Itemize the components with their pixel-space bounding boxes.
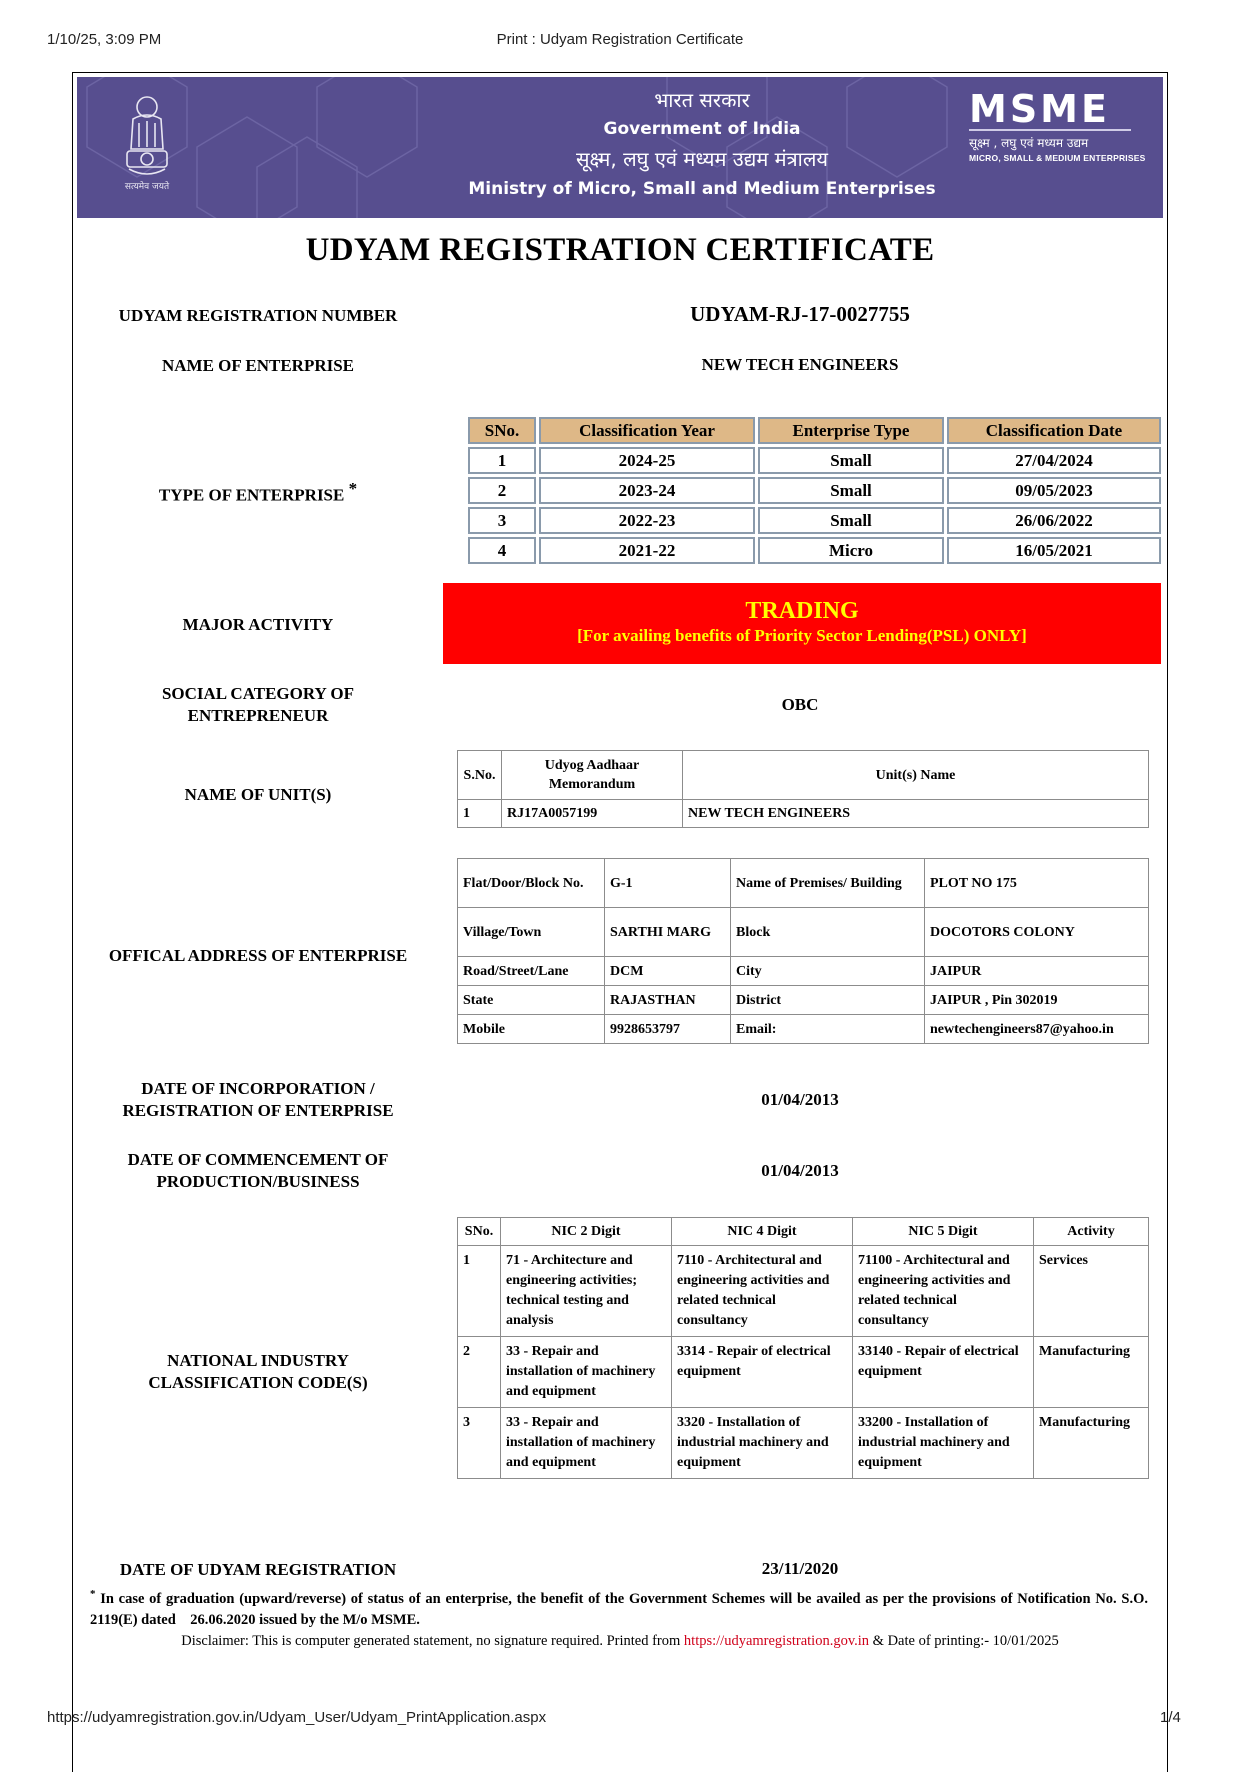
col-header: Classification Date: [947, 417, 1161, 444]
cell: 2021-22: [539, 537, 755, 564]
major-activity-note: [For availing benefits of Priority Sector Lending(PSL) ONLY]: [577, 626, 1027, 645]
field-label: Road/Street/Lane: [458, 957, 605, 986]
field-label: Mobile: [458, 1015, 605, 1044]
field-label: Name of Premises/ Building: [731, 859, 925, 908]
asterisk-marker: *: [90, 1588, 96, 1600]
col-header: SNo.: [458, 1218, 501, 1246]
cell: 33 - Repair and installation of machinery and equipment: [501, 1408, 672, 1479]
table-row: [468, 477, 1161, 504]
field-value: RAJASTHAN: [605, 986, 731, 1015]
field-label: State: [458, 986, 605, 1015]
field-value: JAIPUR: [925, 957, 1149, 986]
national-emblem-icon: [119, 89, 175, 197]
cell: Small: [758, 447, 944, 474]
cell: Small: [758, 477, 944, 504]
table-row: [468, 537, 1161, 564]
email-value: newtechengineers87@yahoo.in: [925, 1015, 1149, 1044]
social-category-value: OBC: [781, 695, 819, 714]
col-header: Classification Year: [539, 417, 755, 444]
table-row: [458, 1246, 1149, 1337]
type-of-enterprise-label: TYPE OF ENTERPRISE *: [158, 479, 358, 505]
units-label: NAME OF UNIT(S): [184, 785, 332, 804]
address-table: [457, 858, 1149, 1044]
cell: 33140 - Repair of electrical equipment: [853, 1337, 1034, 1408]
field-label: Flat/Door/Block No.: [458, 859, 605, 908]
col-header: Activity: [1034, 1218, 1149, 1246]
nic-label: NATIONAL INDUSTRY CLASSIFICATION CODE(S): [148, 1351, 368, 1392]
enterprise-name-label: NAME OF ENTERPRISE: [161, 356, 355, 375]
disclaimer: Disclaimer: This is computer generated statement, no signature required. Printed from https://udyamregistration.gov.in & Date of printing:- 10/01/2025: [181, 1633, 1059, 1649]
banner-ministry-name: Ministry of Micro, Small and Medium Enterprises: [468, 179, 936, 199]
field-label: Block: [731, 908, 925, 957]
udyam-portal-link[interactable]: https://udyamregistration.gov.in: [683, 1633, 870, 1649]
field-label: Village/Town: [458, 908, 605, 957]
udyam-registration-date-label: DATE OF UDYAM REGISTRATION: [119, 1560, 397, 1579]
udyam-registration-date-value: 23/11/2020: [761, 1559, 839, 1578]
footnote: * In case of graduation (upward/reverse) of status of an enterprise, the benefit of the Government Schemes will be availed as per the provisions of Notification No. S.O. 2119(E) dated 26.06.2020 issued by the M/o MSME.: [90, 1588, 1152, 1628]
col-header: S.No.: [458, 751, 502, 800]
field-label: City: [731, 957, 925, 986]
major-activity-value: TRADING: [745, 598, 859, 624]
table-row: [458, 1337, 1149, 1408]
cell: 33200 - Installation of industrial machinery and equipment: [853, 1408, 1034, 1479]
incorporation-date-label: DATE OF INCORPORATION / REGISTRATION OF ENTERPRISE: [122, 1079, 394, 1120]
registration-number-value: UDYAM-RJ-17-0027755: [690, 302, 910, 326]
print-url: https://udyamregistration.gov.in/Udyam_User/Udyam_PrintApplication.aspx: [47, 1709, 547, 1726]
svg-text:सत्यमेव जयते: सत्यमेव जयते: [124, 182, 170, 192]
cell: Manufacturing: [1034, 1337, 1149, 1408]
cell: 3: [458, 1408, 501, 1479]
cell: 2023-24: [539, 477, 755, 504]
cell: 33 - Repair and installation of machinery and equipment: [501, 1337, 672, 1408]
cell: 71100 - Architectural and engineering activities and related technical consultancy: [853, 1246, 1034, 1337]
print-page-title: Print : Udyam Registration Certificate: [496, 31, 744, 48]
cell: 1: [468, 447, 536, 474]
cell: 3314 - Repair of electrical equipment: [672, 1337, 853, 1408]
cell: Small: [758, 507, 944, 534]
banner-hindi-ministry: सूक्ष्म, लघु एवं मध्यम उद्यम मंत्रालय: [576, 147, 828, 171]
mobile-value: 9928653797: [605, 1015, 731, 1044]
certificate-title: UDYAM REGISTRATION CERTIFICATE: [305, 232, 935, 268]
table-row: [468, 507, 1161, 534]
commencement-date-value: 01/04/2013: [761, 1161, 839, 1180]
asterisk-marker: *: [348, 479, 358, 498]
table-row: [458, 986, 1149, 1015]
enterprise-name-value: NEW TECH ENGINEERS: [701, 355, 899, 374]
cell: 71 - Architecture and engineering activities; technical testing and analysis: [501, 1246, 672, 1337]
major-activity-label: MAJOR ACTIVITY: [182, 615, 334, 634]
banner-titles: [377, 85, 1027, 203]
social-category-label: SOCIAL CATEGORY OF ENTREPRENEUR: [161, 684, 355, 725]
table-row: [458, 1015, 1149, 1044]
cell: 2022-23: [539, 507, 755, 534]
classification-table: [465, 414, 1164, 567]
cell: 7110 - Architectural and engineering activities and related technical consultancy: [672, 1246, 853, 1337]
major-activity-banner: [443, 583, 1161, 664]
col-header: NIC 2 Digit: [501, 1218, 672, 1246]
cell: 27/04/2024: [947, 447, 1161, 474]
cell: 16/05/2021: [947, 537, 1161, 564]
msme-logo-hindi: सूक्ष्म , लघु एवं मध्यम उद्यम: [969, 136, 1089, 150]
cell: 1: [458, 1246, 501, 1337]
table-row: [458, 859, 1149, 908]
table-row: [458, 800, 1149, 828]
address-label: OFFICAL ADDRESS OF ENTERPRISE: [108, 946, 408, 965]
field-value: PLOT NO 175: [925, 859, 1149, 908]
cell: Micro: [758, 537, 944, 564]
incorporation-date-value: 01/04/2013: [761, 1090, 839, 1109]
commencement-date-label: DATE OF COMMENCEMENT OF PRODUCTION/BUSINESS: [127, 1150, 389, 1191]
col-header: Udyog Aadhaar Memorandum: [502, 751, 683, 800]
col-header: NIC 5 Digit: [853, 1218, 1034, 1246]
msme-logo-english: MICRO, SMALL & MEDIUM ENTERPRISES: [969, 153, 1146, 163]
cell: 09/05/2023: [947, 477, 1161, 504]
cell: 3320 - Installation of industrial machinery and equipment: [672, 1408, 853, 1479]
print-page-counter: 1/4: [1160, 1709, 1181, 1726]
field-value: DCM: [605, 957, 731, 986]
table-row: [468, 447, 1161, 474]
print-datetime: 1/10/25, 3:09 PM: [47, 31, 162, 48]
nic-table: [457, 1217, 1149, 1479]
table-row: [458, 957, 1149, 986]
msme-logo-word: MSME: [969, 89, 1131, 131]
field-value: G-1: [605, 859, 731, 908]
cell: Services: [1034, 1246, 1149, 1337]
table-row: [458, 1408, 1149, 1479]
cell: 2: [458, 1337, 501, 1408]
col-header: Enterprise Type: [758, 417, 944, 444]
cell: Manufacturing: [1034, 1408, 1149, 1479]
field-label: District: [731, 986, 925, 1015]
col-header: SNo.: [468, 417, 536, 444]
col-header: Unit(s) Name: [683, 751, 1149, 800]
field-label: Email:: [731, 1015, 925, 1044]
cell: 4: [468, 537, 536, 564]
field-value: SARTHI MARG: [605, 908, 731, 957]
registration-number-label: UDYAM REGISTRATION NUMBER: [118, 306, 398, 325]
banner-hindi-govt: भारत सरकार: [654, 88, 750, 112]
cell: 2: [468, 477, 536, 504]
cell: 1: [458, 800, 502, 828]
units-table: [457, 750, 1149, 828]
cell: 3: [468, 507, 536, 534]
msme-logo: [969, 89, 1149, 163]
col-header: NIC 4 Digit: [672, 1218, 853, 1246]
cell: 26/06/2022: [947, 507, 1161, 534]
banner-govt-of-india: Government of India: [603, 119, 801, 139]
field-value: DOCOTORS COLONY: [925, 908, 1149, 957]
table-row: [458, 908, 1149, 957]
cell: NEW TECH ENGINEERS: [683, 800, 1149, 828]
government-banner: [77, 77, 1163, 218]
cell: 2024-25: [539, 447, 755, 474]
field-value: JAIPUR , Pin 302019: [925, 986, 1149, 1015]
cell: RJ17A0057199: [502, 800, 683, 828]
